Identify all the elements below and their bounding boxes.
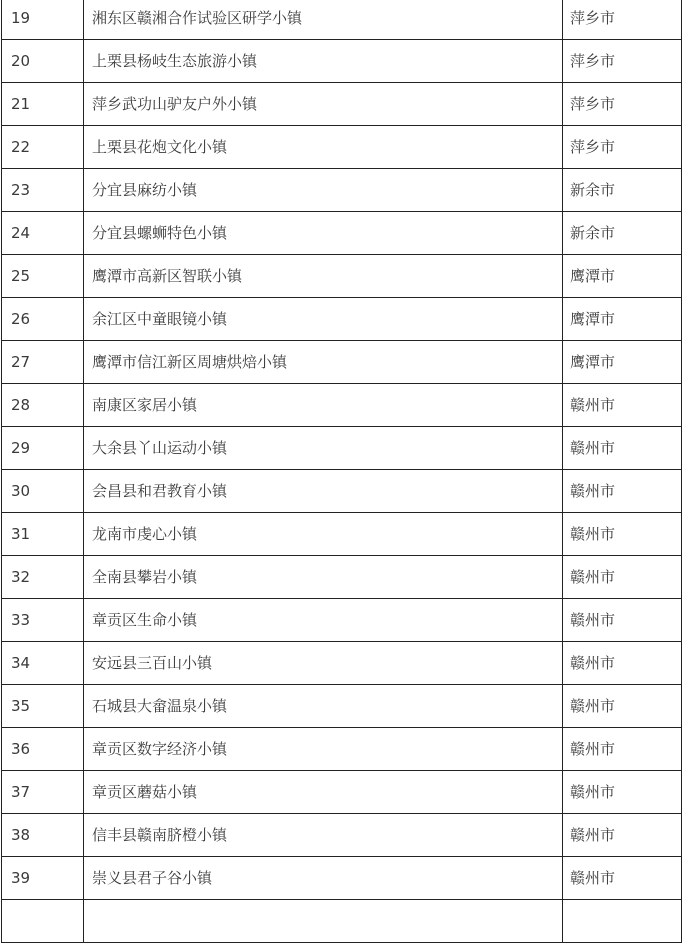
table-row <box>2 470 682 513</box>
town-name-cell: 鹰潭市信江新区周塘烘焙小镇 <box>84 341 563 384</box>
city-cell: 鹰潭市 <box>563 255 682 298</box>
table-row <box>2 126 682 169</box>
row-number-cell: 21 <box>2 83 84 126</box>
row-number-cell: 38 <box>2 814 84 857</box>
city-cell: 赣州市 <box>563 771 682 814</box>
town-name-cell: 大余县丫山运动小镇 <box>84 427 563 470</box>
row-number-cell: 36 <box>2 728 84 771</box>
city-cell: 鹰潭市 <box>563 298 682 341</box>
table-row <box>2 857 682 900</box>
city-cell: 赣州市 <box>563 470 682 513</box>
table-row <box>2 427 682 470</box>
town-name-cell: 上栗县花炮文化小镇 <box>84 126 563 169</box>
town-name-cell: 分宜县麻纺小镇 <box>84 169 563 212</box>
table-row <box>2 685 682 728</box>
town-name-cell: 上栗县杨岐生态旅游小镇 <box>84 40 563 83</box>
town-name-cell: 萍乡武功山驴友户外小镇 <box>84 83 563 126</box>
row-number-cell: 27 <box>2 341 84 384</box>
table-row <box>2 599 682 642</box>
row-number-cell: 33 <box>2 599 84 642</box>
row-number-cell: 19 <box>2 0 84 40</box>
table-row <box>2 255 682 298</box>
row-number-cell: 37 <box>2 771 84 814</box>
table-row <box>2 728 682 771</box>
table-row <box>2 83 682 126</box>
table-row <box>2 298 682 341</box>
town-name-cell: 崇义县君子谷小镇 <box>84 857 563 900</box>
city-cell: 赣州市 <box>563 427 682 470</box>
table-row <box>2 212 682 255</box>
row-number-cell <box>2 900 84 943</box>
city-cell: 鹰潭市 <box>563 341 682 384</box>
city-cell: 赣州市 <box>563 685 682 728</box>
town-name-cell <box>84 900 563 943</box>
town-name-cell: 安远县三百山小镇 <box>84 642 563 685</box>
town-name-cell: 章贡区数字经济小镇 <box>84 728 563 771</box>
table-row <box>2 513 682 556</box>
town-name-cell: 章贡区蘑菇小镇 <box>84 771 563 814</box>
city-cell <box>563 900 682 943</box>
city-cell: 萍乡市 <box>563 126 682 169</box>
table-row <box>2 771 682 814</box>
row-number-cell: 28 <box>2 384 84 427</box>
city-cell: 新余市 <box>563 212 682 255</box>
row-number-cell: 24 <box>2 212 84 255</box>
row-number-cell: 29 <box>2 427 84 470</box>
table-row <box>2 814 682 857</box>
city-cell: 萍乡市 <box>563 83 682 126</box>
town-name-cell: 南康区家居小镇 <box>84 384 563 427</box>
city-cell: 赣州市 <box>563 513 682 556</box>
town-name-cell: 余江区中童眼镜小镇 <box>84 298 563 341</box>
city-cell: 萍乡市 <box>563 0 682 40</box>
city-cell: 新余市 <box>563 169 682 212</box>
town-name-cell: 鹰潭市高新区智联小镇 <box>84 255 563 298</box>
row-number-cell: 20 <box>2 40 84 83</box>
row-number-cell: 31 <box>2 513 84 556</box>
city-cell: 赣州市 <box>563 556 682 599</box>
table-row <box>2 384 682 427</box>
table-row <box>2 169 682 212</box>
town-name-cell: 分宜县螺蛳特色小镇 <box>84 212 563 255</box>
row-number-cell: 25 <box>2 255 84 298</box>
table-row <box>2 40 682 83</box>
city-cell: 萍乡市 <box>563 40 682 83</box>
table-row <box>2 642 682 685</box>
row-number-cell: 26 <box>2 298 84 341</box>
town-name-cell: 湘东区赣湘合作试验区研学小镇 <box>84 0 563 40</box>
city-cell: 赣州市 <box>563 814 682 857</box>
city-cell: 赣州市 <box>563 384 682 427</box>
town-name-cell: 石城县大畲温泉小镇 <box>84 685 563 728</box>
table-row <box>2 900 682 943</box>
row-number-cell: 30 <box>2 470 84 513</box>
towns-table-body <box>2 0 682 943</box>
table-row <box>2 0 682 40</box>
city-cell: 赣州市 <box>563 857 682 900</box>
row-number-cell: 22 <box>2 126 84 169</box>
towns-table <box>1 0 682 943</box>
town-name-cell: 会昌县和君教育小镇 <box>84 470 563 513</box>
row-number-cell: 34 <box>2 642 84 685</box>
town-name-cell: 章贡区生命小镇 <box>84 599 563 642</box>
town-name-cell: 龙南市虔心小镇 <box>84 513 563 556</box>
town-name-cell: 信丰县赣南脐橙小镇 <box>84 814 563 857</box>
table-row <box>2 341 682 384</box>
row-number-cell: 39 <box>2 857 84 900</box>
city-cell: 赣州市 <box>563 642 682 685</box>
row-number-cell: 32 <box>2 556 84 599</box>
row-number-cell: 35 <box>2 685 84 728</box>
city-cell: 赣州市 <box>563 728 682 771</box>
row-number-cell: 23 <box>2 169 84 212</box>
city-cell: 赣州市 <box>563 599 682 642</box>
table-row <box>2 556 682 599</box>
town-name-cell: 全南县攀岩小镇 <box>84 556 563 599</box>
